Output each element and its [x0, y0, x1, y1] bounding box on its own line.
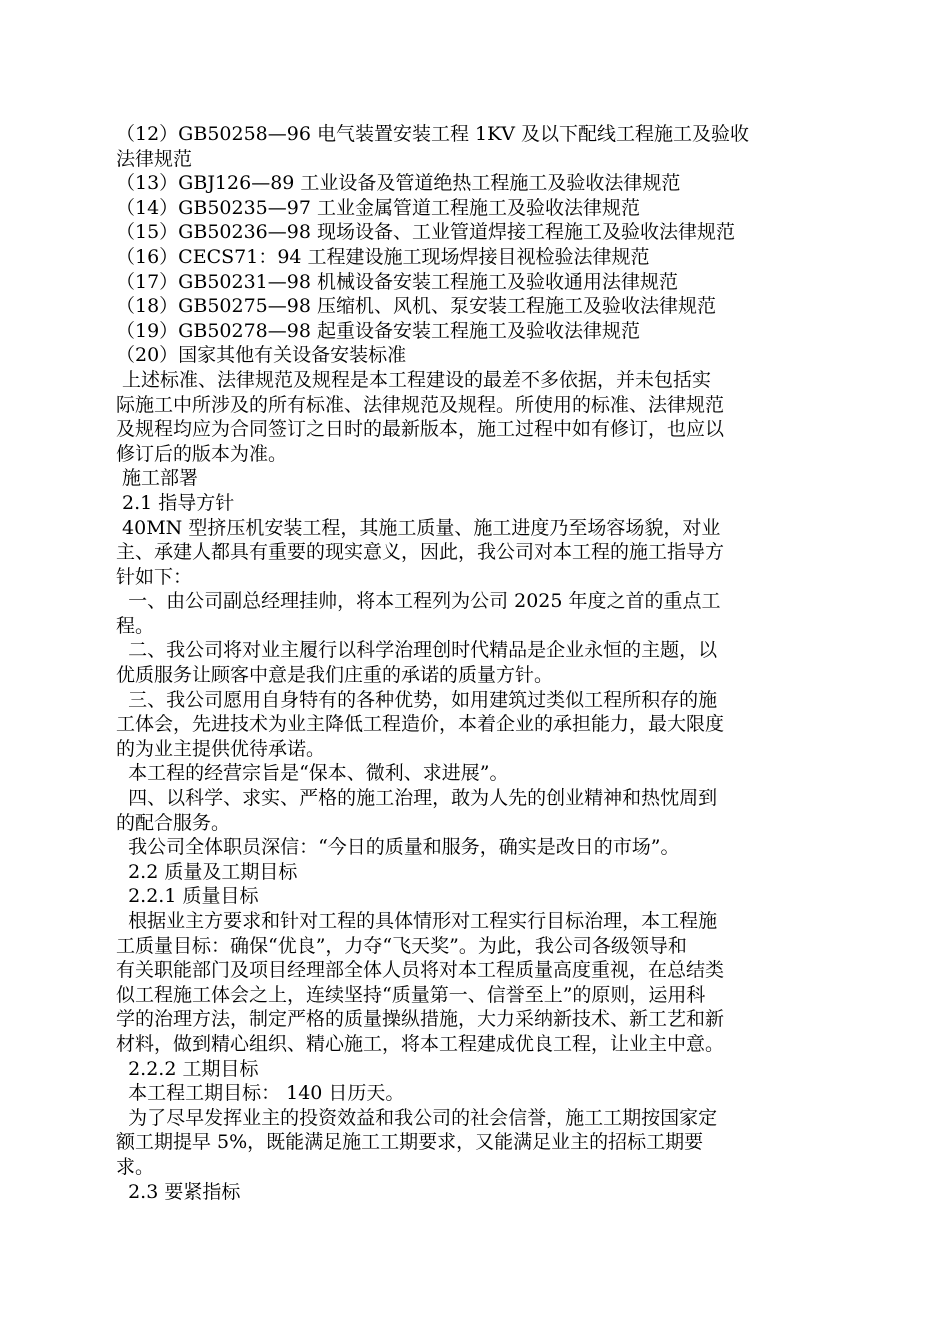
text-line: （13）GBJ126—89 工业设备及管道绝热工程施工及验收法律规范 [116, 172, 681, 195]
text-line: 修订后的版本为准。 [116, 442, 288, 465]
text-line: 上述标准、法律规范及规程是本工程建设的最差不多依据，并未包括实 [116, 368, 712, 391]
text-line: （14）GB50235—97 工业金属管道工程施工及验收法律规范 [116, 196, 640, 219]
text-line: （19）GB50278—98 起重设备安装工程施工及验收法律规范 [116, 319, 640, 342]
text-line: 工质量目标：确保“优良”，力夺“飞天奖”。为此，我公司各级领导和 [116, 934, 687, 957]
text-line: （20）国家其他有关设备安装标准 [116, 344, 407, 367]
text-line: （16）CECS71：94 工程建设施工现场焊接目视检验法律规范 [116, 245, 650, 268]
text-line: 优质服务让顾客中意是我们庄重的承诺的质量方针。 [116, 664, 554, 687]
text-line: 2.3 要紧指标 [116, 1180, 241, 1203]
text-line: 工体会，先进技术为业主降低工程造价，本着企业的承担能力，最大限度 [116, 713, 725, 736]
text-line: （12）GB50258—96 电气装置安装工程 1KV 及以下配线工程施工及验收 [116, 123, 750, 145]
text-line: 我公司全体职员深信：“今日的质量和服务，确实是改日的市场”。 [116, 836, 680, 859]
text-line: 法律规范 [116, 147, 193, 170]
text-line: 求。 [116, 1155, 155, 1178]
text-line: 的配合服务。 [116, 811, 231, 834]
text-line: 额工期提早 5%，既能满足施工工期要求，又能满足业主的招标工期要 [116, 1131, 704, 1154]
text-line: 2.1 指导方针 [116, 491, 235, 514]
text-line: 有关职能部门及项目经理部全体人员将对本工程质量高度重视，在总结类 [116, 959, 725, 982]
text-line: 主、承建人都具有重要的现实意义，因此，我公司对本工程的施工指导方 [116, 541, 725, 564]
text-line: 似工程施工体会之上，连续坚持“质量第一、信誉至上”的原则，运用科 [116, 983, 706, 1006]
text-line: 2.2.2 工期目标 [116, 1057, 259, 1080]
text-line: 际施工中所涉及的所有标准、法律规范及规程。所使用的标准、法律规范 [116, 393, 725, 416]
text-line: 二、我公司将对业主履行以科学治理创时代精品是企业永恒的主题，以 [116, 639, 718, 662]
text-line: 施工部署 [116, 467, 199, 490]
text-line: 程。 [116, 614, 155, 637]
text-line: 本工程工期目标： 140 日历天。 [116, 1082, 405, 1105]
text-line: 本工程的经营宗旨是“保本、微利、求进展”。 [116, 762, 509, 785]
text-line: 材料，做到精心组织、精心施工，将本工程建成优良工程，让业主中意。 [116, 1032, 725, 1055]
text-line: （17）GB50231—98 机械设备安装工程施工及验收通用法律规范 [116, 270, 678, 293]
text-line: 根据业主方要求和针对工程的具体情形对工程实行目标治理，本工程施 [116, 910, 718, 932]
text-line: 四、以科学、求实、严格的施工治理，敢为人先的创业精神和热忱周到 [116, 787, 718, 810]
text-line: 及规程均应为合同签订之日时的最新版本，施工过程中如有修订，也应以 [116, 418, 725, 441]
text-line: 针如下： [116, 565, 193, 588]
text-line: 的为业主提供优待承诺。 [116, 737, 326, 760]
text-line: 三、我公司愿用自身特有的各种优势，如用建筑过类似工程所积存的施 [116, 688, 718, 711]
text-line: 2.2.1 质量目标 [116, 885, 259, 908]
text-line: 一、由公司副总经理挂帅，将本工程列为公司 2025 年度之首的重点工 [116, 590, 721, 613]
text-line: （15）GB50236—98 现场设备、工业管道焊接工程施工及验收法律规范 [116, 221, 735, 244]
text-line: 40MN 型挤压机安装工程，其施工质量、施工进度乃至场容场貌，对业 [116, 516, 721, 539]
document-body [116, 122, 828, 1204]
text-line: 2.2 质量及工期目标 [116, 860, 298, 883]
text-line: （18）GB50275—98 压缩机、风机、泵安装工程施工及验收法律规范 [116, 295, 716, 318]
text-line: 为了尽早发挥业主的投资效益和我公司的社会信誉，施工工期按国家定 [116, 1106, 718, 1129]
text-line: 学的治理方法，制定严格的质量操纵措施，大力采纳新技术、新工艺和新 [116, 1008, 725, 1031]
